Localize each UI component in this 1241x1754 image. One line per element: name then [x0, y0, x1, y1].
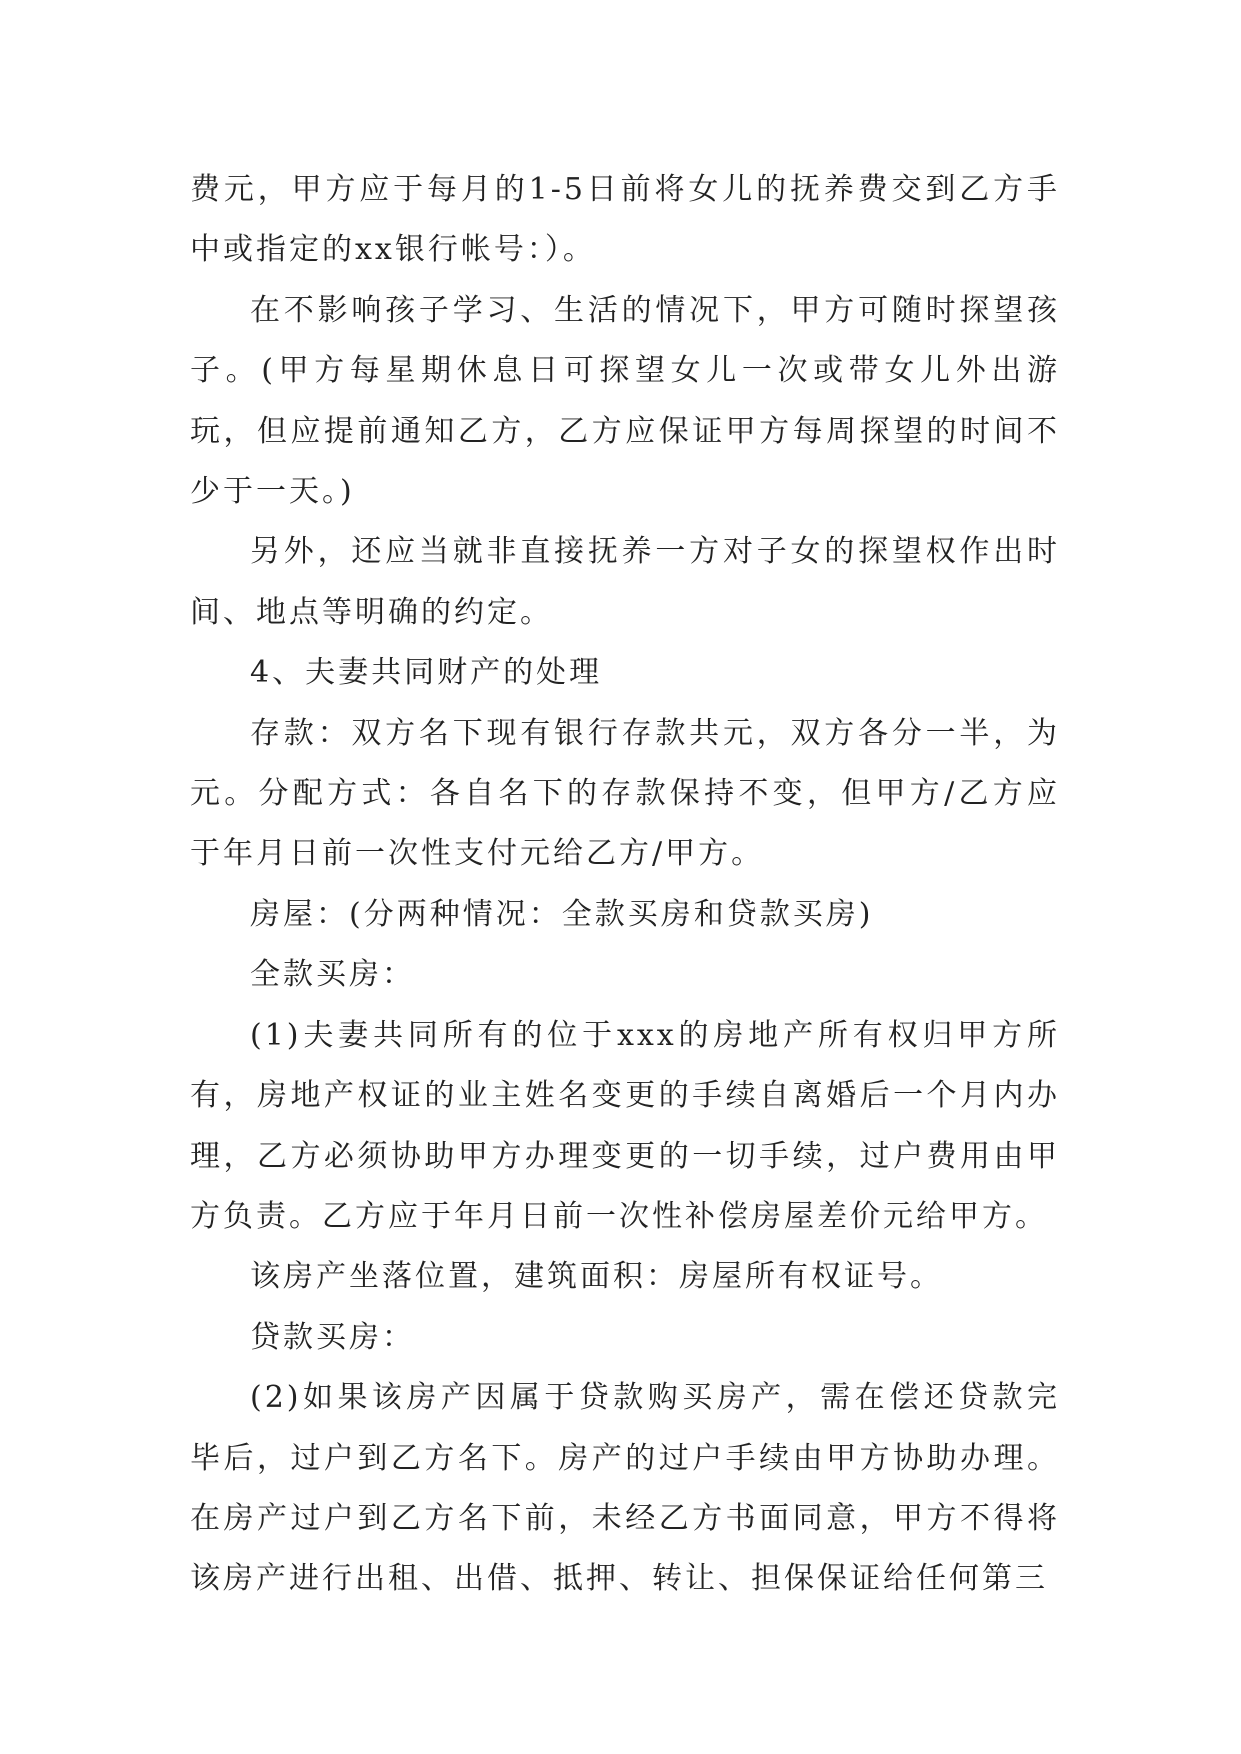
- paragraph-full-payment-clause: (1)夫妻共同所有的位于xxx的房地产所有权归甲方所有，房地产权证的业主姓名变更的手续自离婚后一个月内办理，乙方必须协助甲方办理变更的一切手续，过户费用由甲方负责。乙方应于年月日前一次性补偿房屋差价元给甲方。: [190, 1017, 1060, 1234]
- subheading-loan-purchase: 贷款买房：: [250, 1319, 415, 1355]
- paragraph-loan-purchase-clause: (2)如果该房产因属于贷款购买房产，需在偿还贷款完毕后，过户到乙方名下。房产的过户手续由甲方协助办理。在房产过户到乙方名下前，未经乙方书面同意，甲方不得将该房产进行出租、出借、抵押、转让、担保保证给任何第三: [190, 1380, 1060, 1597]
- section-heading-joint-property: 4、夫妻共同财产的处理: [250, 655, 603, 691]
- paragraph-deposits: 存款：双方名下现有银行存款共元，双方各分一半，为元。分配方式：各自名下的存款保持不变，但甲方/乙方应于年月日前一次性支付元给乙方/甲方。: [190, 715, 1060, 872]
- paragraph-property-details: 该房产坐落位置，建筑面积：房屋所有权证号。: [250, 1259, 943, 1295]
- paragraph-visitation: 在不影响孩子学习、生活的情况下，甲方可随时探望孩子。(甲方每星期休息日可探望女儿一次或带女儿外出游玩，但应提前通知乙方，乙方应保证甲方每周探望的时间不少于一天。): [190, 292, 1060, 510]
- paragraph-visitation-agreement: 另外，还应当就非直接抚养一方对子女的探望权作出时间、地点等明确的约定。: [190, 534, 1060, 630]
- document-body: [190, 160, 1060, 1610]
- paragraph-housing: 房屋：(分两种情况：全款买房和贷款买房): [250, 896, 874, 932]
- subheading-full-payment: 全款买房：: [250, 957, 415, 993]
- paragraph-child-support-payment: 费元，甲方应于每月的1-5日前将女儿的抚养费交到乙方手中或指定的xx银行帐号：）。: [190, 172, 1060, 268]
